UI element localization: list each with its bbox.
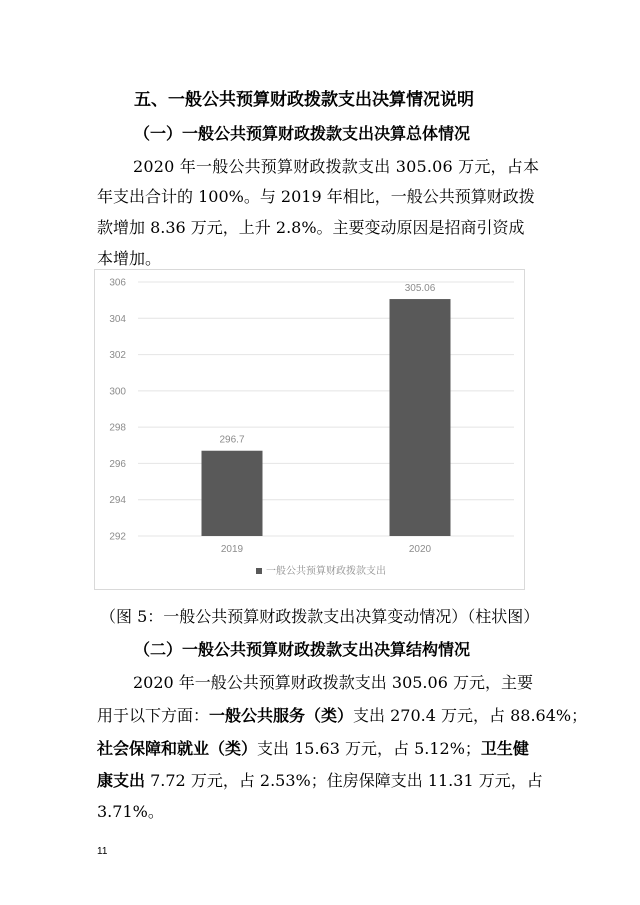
- subsection-title-structure: （二）一般公共预算财政拨款支出决算结构情况: [134, 640, 471, 659]
- legend: [256, 564, 386, 577]
- text-run: 支出 270.4 万元，占 88.64%；: [353, 706, 588, 725]
- subsection-title-overall: （一）一般公共预算财政拨款支出决算总体情况: [134, 124, 471, 143]
- paragraph-line: 2020 年一般公共预算财政拨款支出 305.06 万元，占本: [133, 157, 540, 176]
- text-run: 用于以下方面：: [97, 706, 210, 725]
- y-tick-label: 294: [109, 495, 126, 507]
- legend-label: 一般公共预算财政拨款支出: [266, 566, 386, 577]
- paragraph-line: [97, 739, 529, 759]
- text-run: 7.72 万元，占 2.53%；住房保障支出 11.31 万元，占: [145, 771, 543, 790]
- y-tick-label: 298: [109, 422, 126, 434]
- data-label: 305.06: [404, 283, 436, 295]
- category-social-security: 社会保障和就业（类）: [97, 739, 258, 758]
- category-general-public-services: 一般公共服务（类）: [209, 706, 354, 725]
- text-run: 支出 15.63 万元，占 5.12%；: [257, 739, 481, 758]
- y-tick-label: 292: [109, 531, 126, 543]
- bar-2019: [202, 451, 263, 536]
- paragraph-line: 年支出合计的 100%。与 2019 年相比，一般公共预算财政拨: [97, 187, 535, 206]
- paragraph-line: [97, 771, 543, 791]
- bar-chart: [94, 269, 525, 590]
- y-tick-label: 296: [109, 458, 126, 470]
- section-title: 五、一般公共预算财政拨款支出决算情况说明: [134, 90, 474, 110]
- bar-2020: [390, 299, 451, 536]
- legend-swatch: [256, 568, 262, 574]
- page-number: 11: [97, 846, 108, 857]
- paragraph-line: [97, 706, 587, 726]
- x-tick-label: 2019: [220, 544, 244, 555]
- paragraph-line: 2020 年一般公共预算财政拨款支出 305.06 万元，主要: [133, 673, 533, 692]
- data-label: 296.7: [219, 434, 245, 446]
- category-health-cont: 康支出: [97, 771, 146, 790]
- y-tick-label: 300: [109, 386, 126, 398]
- y-tick-label: 306: [109, 277, 126, 289]
- x-tick-label: 2020: [408, 544, 432, 555]
- category-health: 卫生健: [480, 739, 529, 758]
- figure-caption: （图 5：一般公共预算财政拨款支出决算变动情况）（柱状图）: [100, 607, 540, 626]
- paragraph-line: 3.71%。: [97, 802, 164, 821]
- chart-border: [95, 270, 525, 590]
- y-tick-label: 302: [109, 350, 126, 362]
- paragraph-line: 款增加 8.36 万元，上升 2.8%。主要变动原因是招商引资成: [97, 218, 525, 237]
- y-tick-label: 304: [109, 313, 126, 325]
- paragraph-line: 本增加。: [97, 249, 162, 268]
